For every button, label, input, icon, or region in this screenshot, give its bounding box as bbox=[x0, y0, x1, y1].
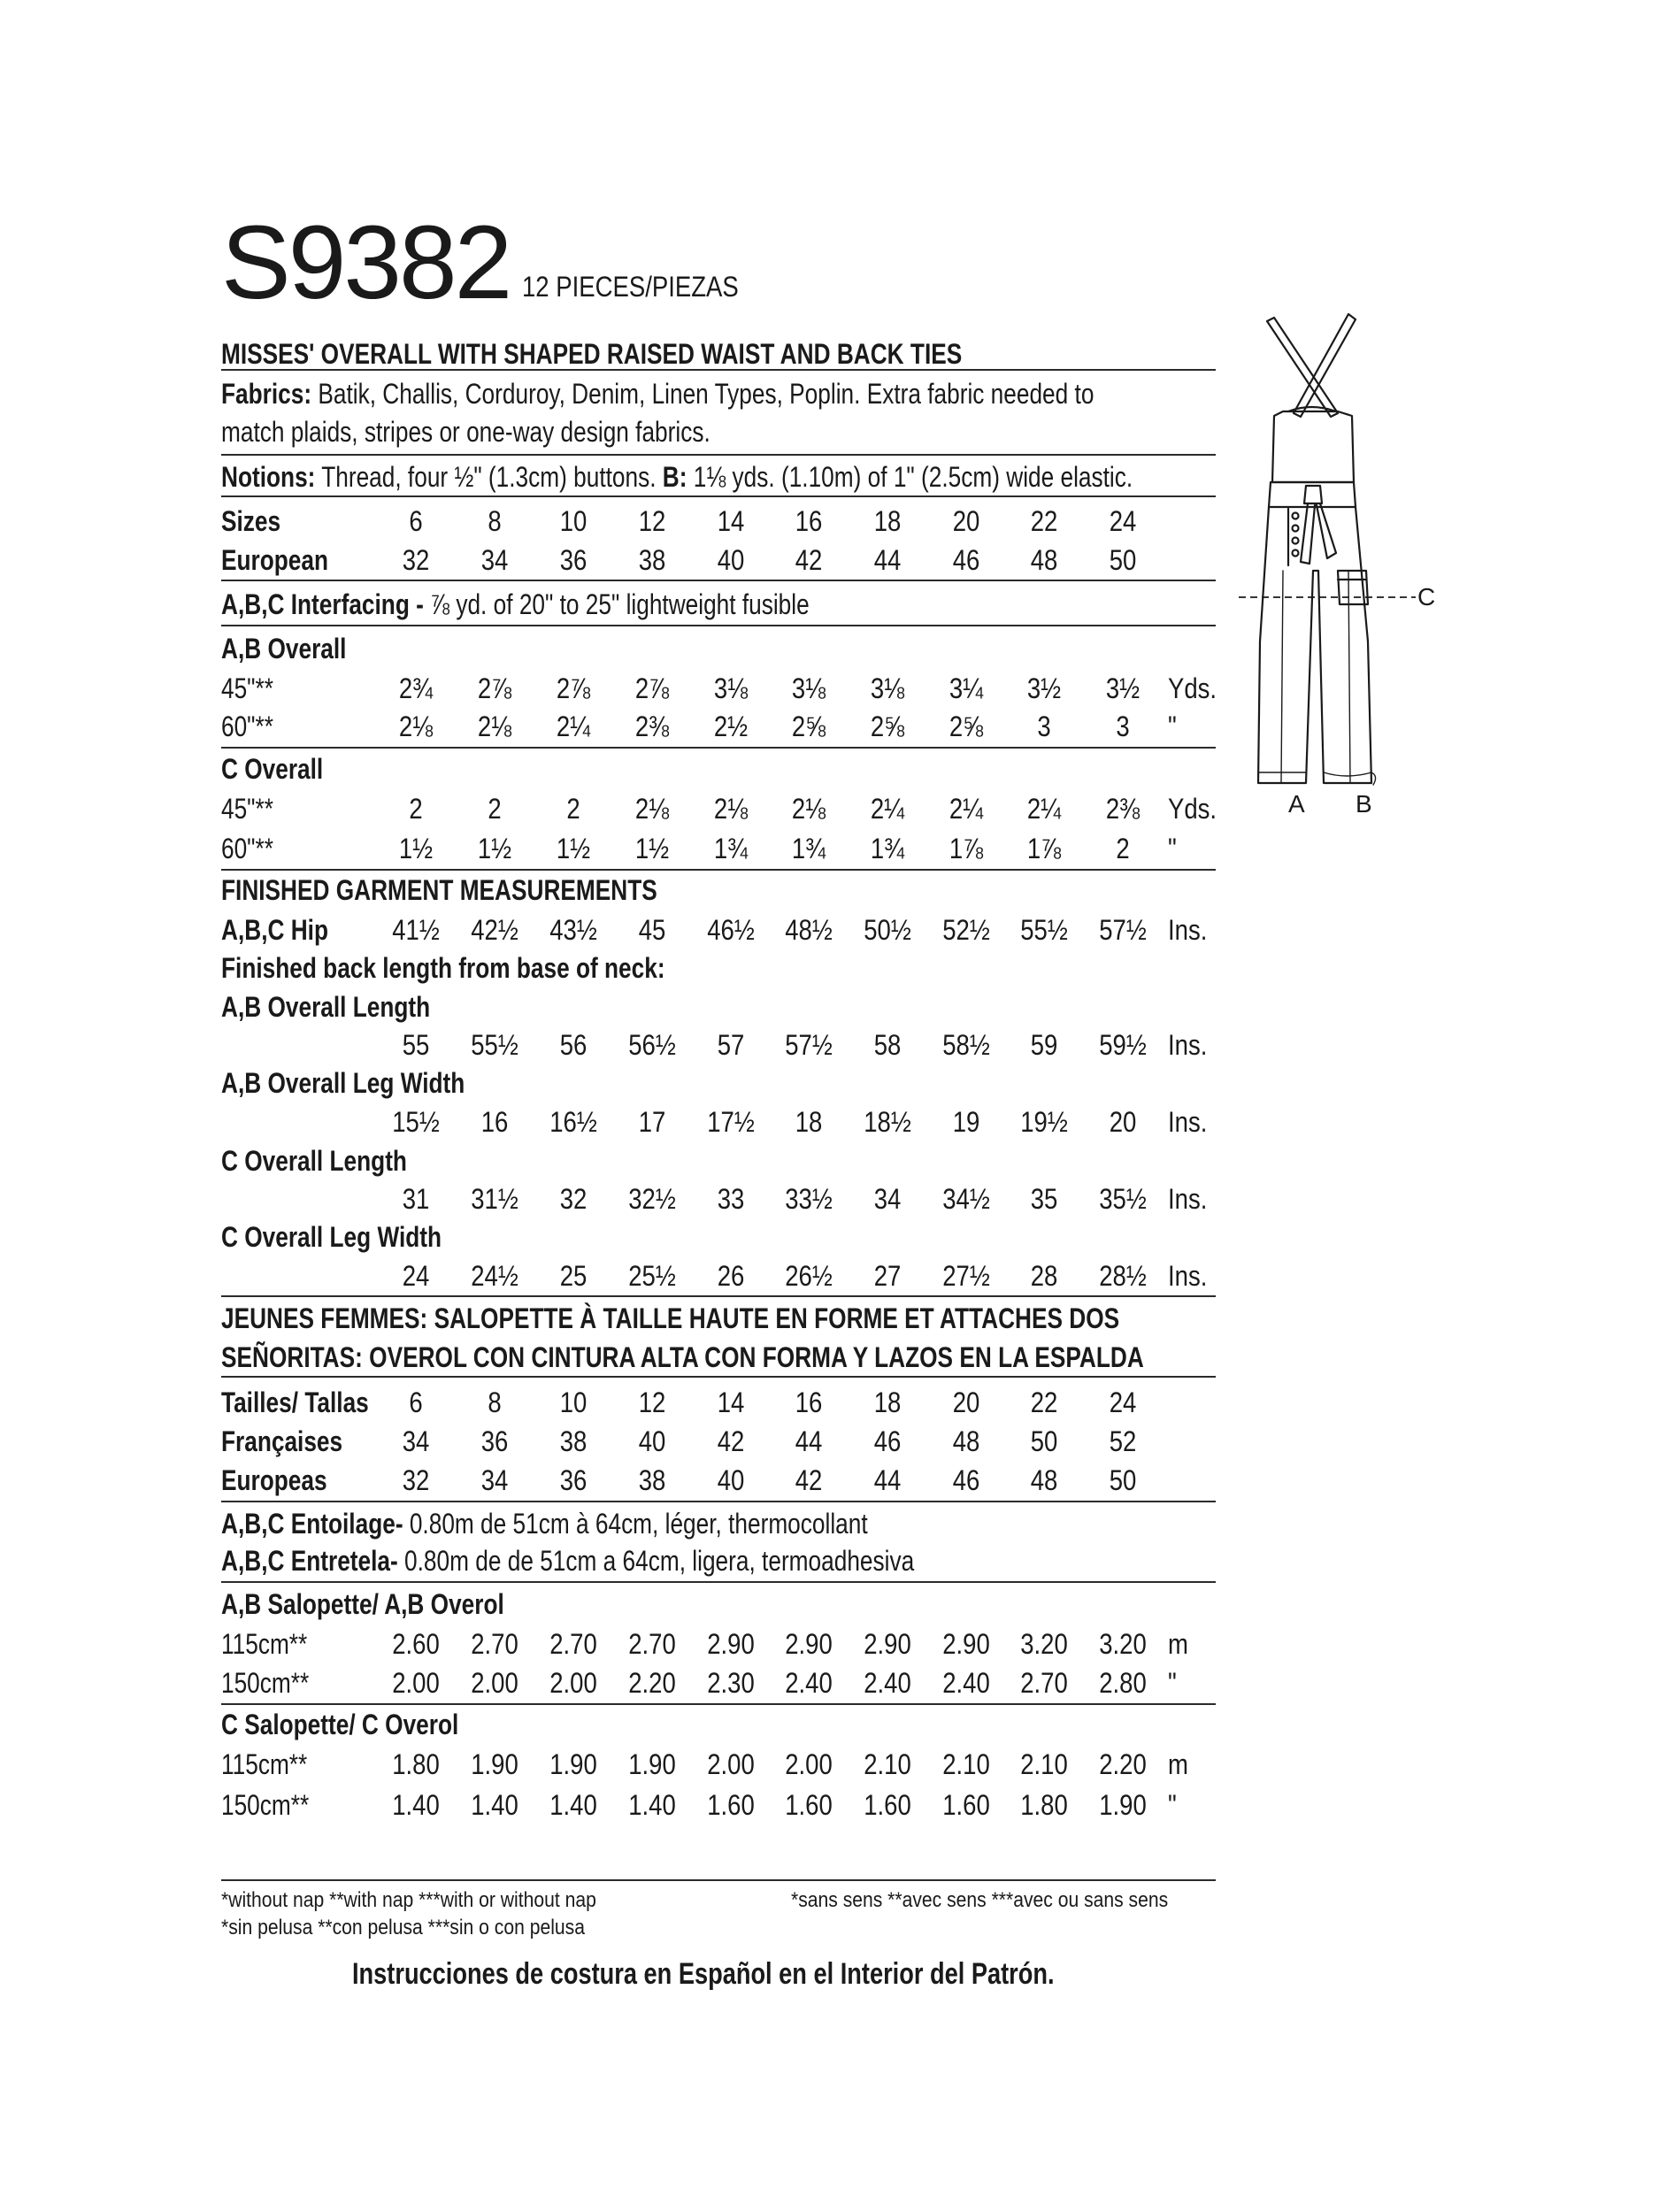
size-cell: 44 bbox=[795, 1425, 823, 1457]
tailles-row bbox=[221, 1388, 1216, 1424]
unit-label: " bbox=[1168, 833, 1177, 864]
fabric-width-label: 150cm** bbox=[221, 1789, 310, 1821]
yardage-cell: 2.00 bbox=[785, 1748, 833, 1780]
divider bbox=[221, 625, 1216, 626]
measurement-cell: 58½ bbox=[942, 1029, 990, 1061]
title-french: JEUNES FEMMES: SALOPETTE À TAILLE HAUTE EN FORME ET ATTACHES DOS bbox=[221, 1302, 1120, 1334]
measurement-cell: 59 bbox=[1030, 1029, 1058, 1061]
c-length-label: C Overall Length bbox=[221, 1145, 407, 1177]
measurement-cell: 41½ bbox=[392, 914, 440, 946]
title-english: MISSES' OVERALL WITH SHAPED RAISED WAIST AND BACK TIES bbox=[221, 338, 963, 370]
divider bbox=[221, 454, 1216, 456]
size-cell: 52 bbox=[1109, 1425, 1137, 1457]
measurement-cell: 31 bbox=[402, 1183, 430, 1215]
size-cell: 12 bbox=[638, 505, 666, 537]
yardage-cell: 2¼ bbox=[949, 793, 984, 825]
size-cell: 18 bbox=[873, 505, 902, 537]
size-cell: 38 bbox=[638, 544, 666, 576]
yardage-cell: 2⅝ bbox=[791, 710, 826, 742]
measurement-cell: 17 bbox=[638, 1106, 666, 1138]
size-cell: 32 bbox=[402, 1464, 430, 1496]
view-label-a: A bbox=[1288, 790, 1305, 818]
yardage-cell: 2.10 bbox=[864, 1748, 911, 1780]
measurement-cell: 18½ bbox=[864, 1106, 911, 1138]
divider bbox=[221, 1703, 1216, 1705]
size-cell: 38 bbox=[559, 1425, 588, 1457]
measurement-cell: 15½ bbox=[392, 1106, 440, 1138]
measurement-cell: 25½ bbox=[628, 1260, 676, 1292]
row-label: Sizes bbox=[221, 505, 281, 537]
yardage-cell: 1⅞ bbox=[949, 833, 984, 864]
c-salopette-115-row bbox=[221, 1750, 1216, 1786]
ab-salopette-label: A,B Salopette/ A,B Overol bbox=[221, 1588, 504, 1620]
interfacing-text: ⅞ yd. of 20" to 25" lightweight fusible bbox=[430, 588, 810, 620]
ab-length-label: A,B Overall Length bbox=[221, 991, 431, 1023]
yardage-cell: 2.70 bbox=[628, 1628, 676, 1660]
yardage-cell: 2.90 bbox=[942, 1628, 990, 1660]
fabric-width-label: 150cm** bbox=[221, 1667, 310, 1699]
size-cell: 34 bbox=[480, 1464, 509, 1496]
yardage-cell: 1.80 bbox=[392, 1748, 440, 1780]
unit-label: m bbox=[1168, 1748, 1188, 1780]
yardage-cell: 1.60 bbox=[864, 1789, 911, 1821]
yardage-cell: 3 bbox=[1116, 710, 1130, 742]
measurement-label: A,B,C Hip bbox=[221, 914, 328, 946]
size-cell: 14 bbox=[717, 1386, 745, 1418]
yardage-cell: 1¾ bbox=[713, 833, 749, 864]
fabrics-text: Batik, Challis, Corduroy, Denim, Linen Types, Poplin. Extra fabric needed to bbox=[311, 378, 1094, 410]
interfacing-line bbox=[221, 590, 939, 618]
size-cell: 50 bbox=[1109, 1464, 1137, 1496]
title-spanish: SEÑORITAS: OVEROL CON CINTURA ALTA CON FORMA Y LAZOS EN LA ESPALDA bbox=[221, 1341, 1144, 1373]
unit-label: Ins. bbox=[1168, 1106, 1208, 1138]
yardage-cell: 2¾ bbox=[398, 672, 434, 704]
c-overall-label: C Overall bbox=[221, 753, 324, 785]
ab-overall-60-row bbox=[221, 712, 1216, 748]
size-cell: 36 bbox=[559, 544, 588, 576]
measurement-cell: 55½ bbox=[1020, 914, 1068, 946]
yardage-cell: 2¼ bbox=[556, 710, 591, 742]
spanish-instructions-note: Instrucciones de costura en Español en el Interior del Patrón. bbox=[352, 1957, 1055, 1991]
size-cell: 8 bbox=[488, 1386, 502, 1418]
fabric-width-label: 60"** bbox=[221, 710, 273, 742]
yardage-cell: 1¾ bbox=[870, 833, 905, 864]
size-cell: 24 bbox=[1109, 505, 1137, 537]
size-cell: 42 bbox=[795, 1464, 823, 1496]
size-cell: 48 bbox=[1030, 544, 1058, 576]
fabrics-label: Fabrics: bbox=[221, 378, 312, 410]
yardage-cell: 2.70 bbox=[471, 1628, 518, 1660]
measurement-cell: 35½ bbox=[1099, 1183, 1147, 1215]
yardage-cell: 2¼ bbox=[1026, 793, 1062, 825]
view-label-b: B bbox=[1356, 790, 1372, 818]
divider bbox=[221, 1501, 1216, 1502]
yardage-cell: 2⅛ bbox=[713, 793, 749, 825]
ab-leg-width-row bbox=[221, 1108, 1216, 1143]
ab-salopette-115-row bbox=[221, 1630, 1216, 1665]
divider bbox=[221, 1295, 1216, 1297]
yardage-cell: 1.40 bbox=[549, 1789, 597, 1821]
unit-label: m bbox=[1168, 1628, 1188, 1660]
measurement-cell: 57½ bbox=[1099, 914, 1147, 946]
measurement-cell: 57½ bbox=[785, 1029, 833, 1061]
yardage-cell: 2 bbox=[1116, 833, 1130, 864]
entoilage-label: A,B,C Entoilage- bbox=[221, 1508, 403, 1540]
yardage-cell: 2⅛ bbox=[477, 710, 512, 742]
yardage-cell: 2⅜ bbox=[1105, 793, 1141, 825]
divider bbox=[221, 1376, 1216, 1378]
yardage-cell: 2.90 bbox=[864, 1628, 911, 1660]
c-salopette-label: C Salopette/ C Overol bbox=[221, 1709, 459, 1740]
ab-overall-label: A,B Overall bbox=[221, 633, 347, 664]
divider bbox=[221, 369, 1216, 371]
unit-label: Yds. bbox=[1168, 672, 1217, 704]
measurement-cell: 46½ bbox=[707, 914, 755, 946]
yardage-cell: 1.60 bbox=[785, 1789, 833, 1821]
nap-legend-spanish: *sin pelusa **con pelusa ***sin o con pelusa bbox=[221, 1916, 585, 1939]
yardage-cell: 1⅞ bbox=[1026, 833, 1062, 864]
size-cell: 42 bbox=[795, 544, 823, 576]
nap-legend-french: *sans sens **avec sens ***avec ou sans sens bbox=[791, 1888, 1169, 1912]
yardage-cell: 2.70 bbox=[549, 1628, 597, 1660]
size-cell: 34 bbox=[402, 1425, 430, 1457]
measurement-cell: 45 bbox=[638, 914, 666, 946]
yardage-cell: 2.70 bbox=[1020, 1667, 1068, 1699]
european-sizes-row bbox=[221, 546, 1216, 581]
yardage-cell: 1.90 bbox=[549, 1748, 597, 1780]
fabric-width-label: 45"** bbox=[221, 672, 273, 704]
size-cell: 42 bbox=[717, 1425, 745, 1457]
c-leg-width-row bbox=[221, 1262, 1216, 1297]
yardage-cell: 3½ bbox=[1026, 672, 1062, 704]
yardage-cell: 1.40 bbox=[471, 1789, 518, 1821]
yardage-cell: 1¾ bbox=[791, 833, 826, 864]
yardage-cell: 2⅛ bbox=[398, 710, 434, 742]
size-cell: 18 bbox=[873, 1386, 902, 1418]
yardage-cell: 2⅞ bbox=[634, 672, 670, 704]
size-cell: 44 bbox=[873, 544, 902, 576]
size-cell: 20 bbox=[952, 1386, 980, 1418]
measurement-cell: 48½ bbox=[785, 914, 833, 946]
fabric-width-label: 115cm** bbox=[221, 1748, 308, 1780]
measurement-cell: 28½ bbox=[1099, 1260, 1147, 1292]
measurement-cell: 35 bbox=[1030, 1183, 1058, 1215]
unit-label: Yds. bbox=[1168, 793, 1217, 825]
overall-line-drawing bbox=[1239, 305, 1436, 823]
yardage-cell: 2.30 bbox=[707, 1667, 755, 1699]
finished-measurements-title: FINISHED GARMENT MEASUREMENTS bbox=[221, 874, 657, 906]
unit-label: Ins. bbox=[1168, 1029, 1208, 1061]
fabric-width-label: 45"** bbox=[221, 793, 273, 825]
size-cell: 36 bbox=[480, 1425, 509, 1457]
measurement-cell: 34½ bbox=[942, 1183, 990, 1215]
c-overall-45-row bbox=[221, 795, 1216, 830]
divider bbox=[221, 1879, 1216, 1881]
size-cell: 16 bbox=[795, 505, 823, 537]
yardage-cell: 2⅞ bbox=[556, 672, 591, 704]
measurement-cell: 17½ bbox=[707, 1106, 755, 1138]
measurement-cell: 18 bbox=[795, 1106, 823, 1138]
yardage-cell: 2.00 bbox=[707, 1748, 755, 1780]
measurement-cell: 59½ bbox=[1099, 1029, 1147, 1061]
entretela-line bbox=[221, 1547, 1066, 1575]
measurement-cell: 27½ bbox=[942, 1260, 990, 1292]
size-cell: 50 bbox=[1109, 544, 1137, 576]
size-cell: 22 bbox=[1030, 1386, 1058, 1418]
measurement-cell: 20 bbox=[1109, 1106, 1137, 1138]
yardage-cell: 3.20 bbox=[1099, 1628, 1147, 1660]
size-cell: 40 bbox=[717, 544, 745, 576]
yardage-cell: 1.90 bbox=[471, 1748, 518, 1780]
yardage-cell: 2⅜ bbox=[634, 710, 670, 742]
notions-elastic: 1⅛ yds. (1.10m) of 1" (2.5cm) wide elastic. bbox=[687, 461, 1133, 493]
row-label: Tailles/ Tallas bbox=[221, 1386, 369, 1418]
yardage-cell: 2 bbox=[409, 793, 423, 825]
fabric-width-label: 60"** bbox=[221, 833, 273, 864]
yardage-cell: 1½ bbox=[398, 833, 434, 864]
measurement-cell: 57 bbox=[717, 1029, 745, 1061]
unit-label: Ins. bbox=[1168, 1260, 1208, 1292]
yardage-cell: 1½ bbox=[556, 833, 591, 864]
size-cell: 48 bbox=[952, 1425, 980, 1457]
yardage-cell: 2.00 bbox=[471, 1667, 518, 1699]
yardage-cell: 2⅛ bbox=[791, 793, 826, 825]
yardage-cell: 2⅞ bbox=[477, 672, 512, 704]
yardage-cell: 2¼ bbox=[870, 793, 905, 825]
size-cell: 48 bbox=[1030, 1464, 1058, 1496]
measurement-cell: 16½ bbox=[549, 1106, 597, 1138]
size-cell: 20 bbox=[952, 505, 980, 537]
row-label: European bbox=[221, 544, 329, 576]
size-cell: 24 bbox=[1109, 1386, 1137, 1418]
unit-label: " bbox=[1168, 710, 1177, 742]
interfacing-label: A,B,C Interfacing - bbox=[221, 588, 431, 620]
notions-view-b: B: bbox=[662, 461, 687, 493]
size-cell: 38 bbox=[638, 1464, 666, 1496]
divider bbox=[221, 1581, 1216, 1583]
yardage-cell: 1.40 bbox=[628, 1789, 676, 1821]
measurement-cell: 52½ bbox=[942, 914, 990, 946]
yardage-cell: 2.20 bbox=[1099, 1748, 1147, 1780]
c-length-row bbox=[221, 1185, 1216, 1220]
measurement-cell: 34 bbox=[873, 1183, 902, 1215]
yardage-cell: 2.80 bbox=[1099, 1667, 1147, 1699]
sizes-row bbox=[221, 507, 1216, 542]
nap-legend-english: *without nap **with nap ***with or without nap bbox=[221, 1888, 596, 1912]
yardage-cell: 1½ bbox=[634, 833, 670, 864]
notions-text: Thread, four ½" (1.3cm) buttons. bbox=[315, 461, 663, 493]
francaises-row bbox=[221, 1427, 1216, 1463]
measurement-cell: 56½ bbox=[628, 1029, 676, 1061]
yardage-cell: 2.40 bbox=[785, 1667, 833, 1699]
measurement-cell: 24½ bbox=[471, 1260, 518, 1292]
size-cell: 6 bbox=[409, 505, 423, 537]
measurement-cell: 33½ bbox=[785, 1183, 833, 1215]
size-cell: 50 bbox=[1030, 1425, 1058, 1457]
size-cell: 8 bbox=[488, 505, 502, 537]
measurement-cell: 16 bbox=[480, 1106, 509, 1138]
yardage-cell: 3 bbox=[1037, 710, 1051, 742]
yardage-cell: 2.60 bbox=[392, 1628, 440, 1660]
divider bbox=[221, 747, 1216, 749]
yardage-cell: 2⅝ bbox=[870, 710, 905, 742]
fabrics-line-2: match plaids, stripes or one-way design fabrics. bbox=[221, 416, 710, 448]
measurement-cell: 56 bbox=[559, 1029, 588, 1061]
size-cell: 40 bbox=[717, 1464, 745, 1496]
ab-salopette-150-row bbox=[221, 1669, 1216, 1704]
size-cell: 14 bbox=[717, 505, 745, 537]
size-cell: 22 bbox=[1030, 505, 1058, 537]
size-cell: 10 bbox=[559, 1386, 588, 1418]
yardage-cell: 2.20 bbox=[628, 1667, 676, 1699]
measurement-cell: 55 bbox=[402, 1029, 430, 1061]
yardage-cell: 1.60 bbox=[942, 1789, 990, 1821]
size-cell: 12 bbox=[638, 1386, 666, 1418]
ab-overall-45-row bbox=[221, 674, 1216, 710]
divider bbox=[221, 580, 1216, 581]
yardage-cell: 1.40 bbox=[392, 1789, 440, 1821]
measurement-cell: 43½ bbox=[549, 914, 597, 946]
yardage-cell: 2.40 bbox=[942, 1667, 990, 1699]
entoilage-line bbox=[221, 1509, 1010, 1538]
fabric-width-label: 115cm** bbox=[221, 1628, 308, 1660]
size-cell: 46 bbox=[952, 1464, 980, 1496]
measurement-cell: 19½ bbox=[1020, 1106, 1068, 1138]
size-cell: 46 bbox=[873, 1425, 902, 1457]
fabrics-line-1 bbox=[221, 380, 1286, 408]
yardage-cell: 2 bbox=[566, 793, 580, 825]
yardage-cell: 1.80 bbox=[1020, 1789, 1068, 1821]
yardage-cell: 2.00 bbox=[392, 1667, 440, 1699]
row-label: Françaises bbox=[221, 1425, 343, 1457]
notions-line bbox=[221, 463, 1333, 491]
divider bbox=[221, 869, 1216, 871]
notions-label: Notions: bbox=[221, 461, 316, 493]
size-cell: 46 bbox=[952, 544, 980, 576]
c-overall-60-row bbox=[221, 834, 1216, 870]
yardage-cell: 1.90 bbox=[628, 1748, 676, 1780]
measurement-cell: 58 bbox=[873, 1029, 902, 1061]
entoilage-text: 0.80m de 51cm à 64cm, léger, thermocollant bbox=[403, 1508, 868, 1540]
measurement-cell: 25 bbox=[559, 1260, 588, 1292]
unit-label: Ins. bbox=[1168, 914, 1208, 946]
pattern-number: S9382 bbox=[221, 204, 511, 321]
yardage-cell: 2.40 bbox=[864, 1667, 911, 1699]
yardage-cell: 2 bbox=[488, 793, 502, 825]
divider bbox=[221, 495, 1216, 497]
measurement-cell: 32 bbox=[559, 1183, 588, 1215]
size-cell: 32 bbox=[402, 544, 430, 576]
measurement-cell: 42½ bbox=[471, 914, 518, 946]
yardage-cell: 2.90 bbox=[785, 1628, 833, 1660]
yardage-cell: 2½ bbox=[713, 710, 749, 742]
yardage-cell: 2⅝ bbox=[949, 710, 984, 742]
measurement-cell: 26½ bbox=[785, 1260, 833, 1292]
measurement-cell: 32½ bbox=[628, 1183, 676, 1215]
row-label: Europeas bbox=[221, 1464, 327, 1496]
yardage-cell: 3.20 bbox=[1020, 1628, 1068, 1660]
entretela-text: 0.80m de de 51cm a 64cm, ligera, termoadhesiva bbox=[397, 1545, 915, 1577]
measurement-cell: 50½ bbox=[864, 914, 911, 946]
yardage-cell: 3½ bbox=[1105, 672, 1141, 704]
yardage-cell: 3⅛ bbox=[870, 672, 905, 704]
yardage-cell: 2.10 bbox=[942, 1748, 990, 1780]
garment-technical-drawing bbox=[1239, 305, 1436, 823]
measurement-cell: 33 bbox=[717, 1183, 745, 1215]
measurement-cell: 19 bbox=[952, 1106, 980, 1138]
measurement-cell: 24 bbox=[402, 1260, 430, 1292]
c-leg-width-label: C Overall Leg Width bbox=[221, 1221, 442, 1253]
yardage-cell: 2⅛ bbox=[634, 793, 670, 825]
measurement-cell: 31½ bbox=[471, 1183, 518, 1215]
yardage-cell: 2.10 bbox=[1020, 1748, 1068, 1780]
measurement-cell: 28 bbox=[1030, 1260, 1058, 1292]
size-cell: 10 bbox=[559, 505, 588, 537]
entretela-label: A,B,C Entretela- bbox=[221, 1545, 398, 1577]
size-cell: 16 bbox=[795, 1386, 823, 1418]
measurement-cell: 26 bbox=[717, 1260, 745, 1292]
c-salopette-150-row bbox=[221, 1791, 1216, 1826]
size-cell: 6 bbox=[409, 1386, 423, 1418]
size-cell: 34 bbox=[480, 544, 509, 576]
yardage-cell: 2.00 bbox=[549, 1667, 597, 1699]
unit-label: " bbox=[1168, 1789, 1177, 1821]
view-label-c: C bbox=[1417, 583, 1436, 611]
yardage-cell: 1.60 bbox=[707, 1789, 755, 1821]
yardage-cell: 3⅛ bbox=[713, 672, 749, 704]
europeas-row bbox=[221, 1466, 1216, 1502]
unit-label: Ins. bbox=[1168, 1183, 1208, 1215]
measurement-cell: 55½ bbox=[471, 1029, 518, 1061]
hip-row bbox=[221, 916, 1216, 951]
yardage-cell: 3¼ bbox=[949, 672, 984, 704]
yardage-cell: 1½ bbox=[477, 833, 512, 864]
size-cell: 36 bbox=[559, 1464, 588, 1496]
ab-leg-width-label: A,B Overall Leg Width bbox=[221, 1067, 465, 1099]
yardage-cell: 3⅛ bbox=[791, 672, 826, 704]
unit-label: " bbox=[1168, 1667, 1177, 1699]
yardage-cell: 2.90 bbox=[707, 1628, 755, 1660]
yardage-cell: 1.90 bbox=[1099, 1789, 1147, 1821]
measurement-cell: 27 bbox=[873, 1260, 902, 1292]
ab-length-row bbox=[221, 1031, 1216, 1066]
piece-count: 12 PIECES/PIEZAS bbox=[522, 271, 739, 303]
back-length-label: Finished back length from base of neck: bbox=[221, 952, 665, 984]
size-cell: 44 bbox=[873, 1464, 902, 1496]
size-cell: 40 bbox=[638, 1425, 666, 1457]
